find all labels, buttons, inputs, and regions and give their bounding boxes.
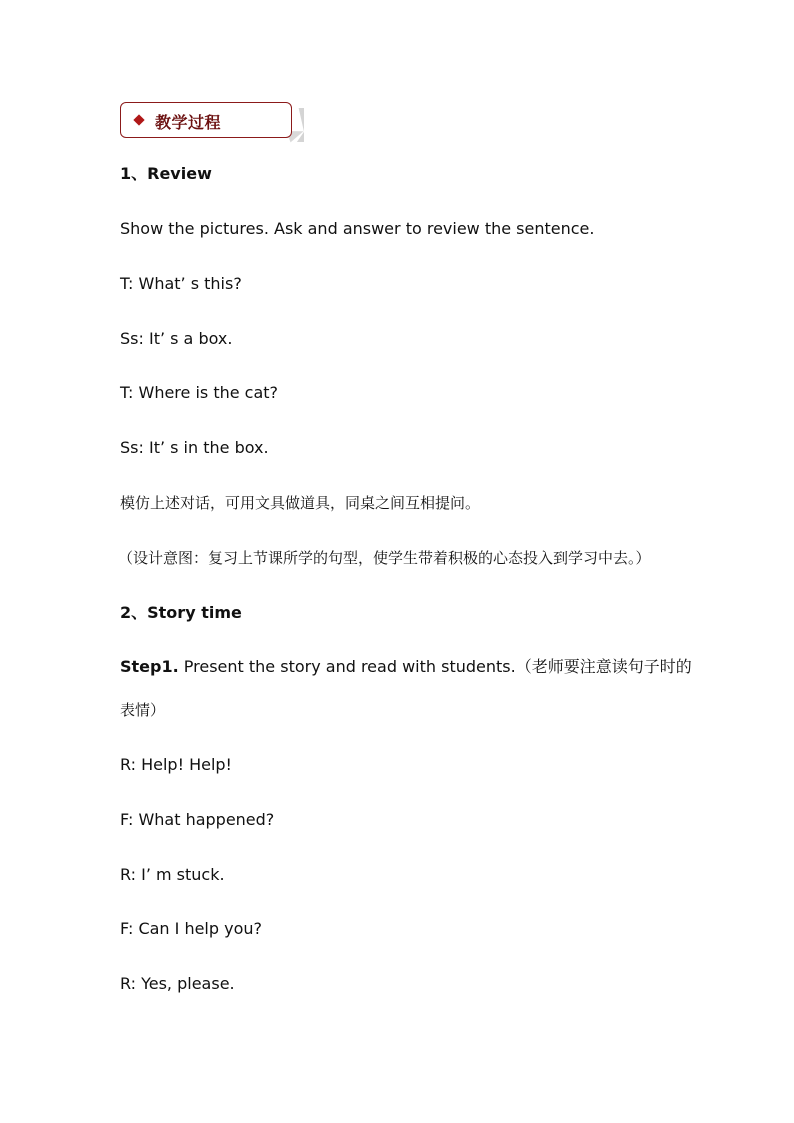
story-dialogue-line: F: Can I help you? (120, 919, 263, 938)
review-practice-note: 模仿上述对话，可用文具做道具，同桌之间互相提问。 (120, 494, 481, 512)
story-dialogue-line: F: What happened? (120, 810, 275, 829)
review-dialogue-line: Ss: It’ s in the box. (120, 438, 269, 457)
story-dialogue-line: R: Help! Help! (120, 755, 232, 774)
review-heading: 1、Review (120, 164, 212, 183)
review-intro: Show the pictures. Ask and answer to review the sentence. (120, 219, 595, 238)
review-dialogue-line: Ss: It’ s a box. (120, 329, 233, 348)
review-dialogue-line: T: Where is the cat? (120, 383, 279, 402)
step1-text: Present the story and read with students.（老师要注意读句子时的 (178, 657, 692, 676)
review-design-note: （设计意图：复习上节课所学的句型，使学生带着积极的心态投入到学习中去。） (118, 549, 651, 567)
story-dialogue-line: R: Yes, please. (120, 974, 235, 993)
story-heading: 2、Story time (120, 603, 242, 622)
section-title: 教学过程 (155, 113, 222, 132)
story-step1-continuation: 表情） (120, 701, 166, 719)
review-dialogue-line: T: What’ s this? (120, 274, 242, 293)
step1-label: Step1. (120, 657, 179, 676)
story-dialogue-line: R: I’ m stuck. (120, 865, 225, 884)
story-step1 (120, 657, 692, 677)
